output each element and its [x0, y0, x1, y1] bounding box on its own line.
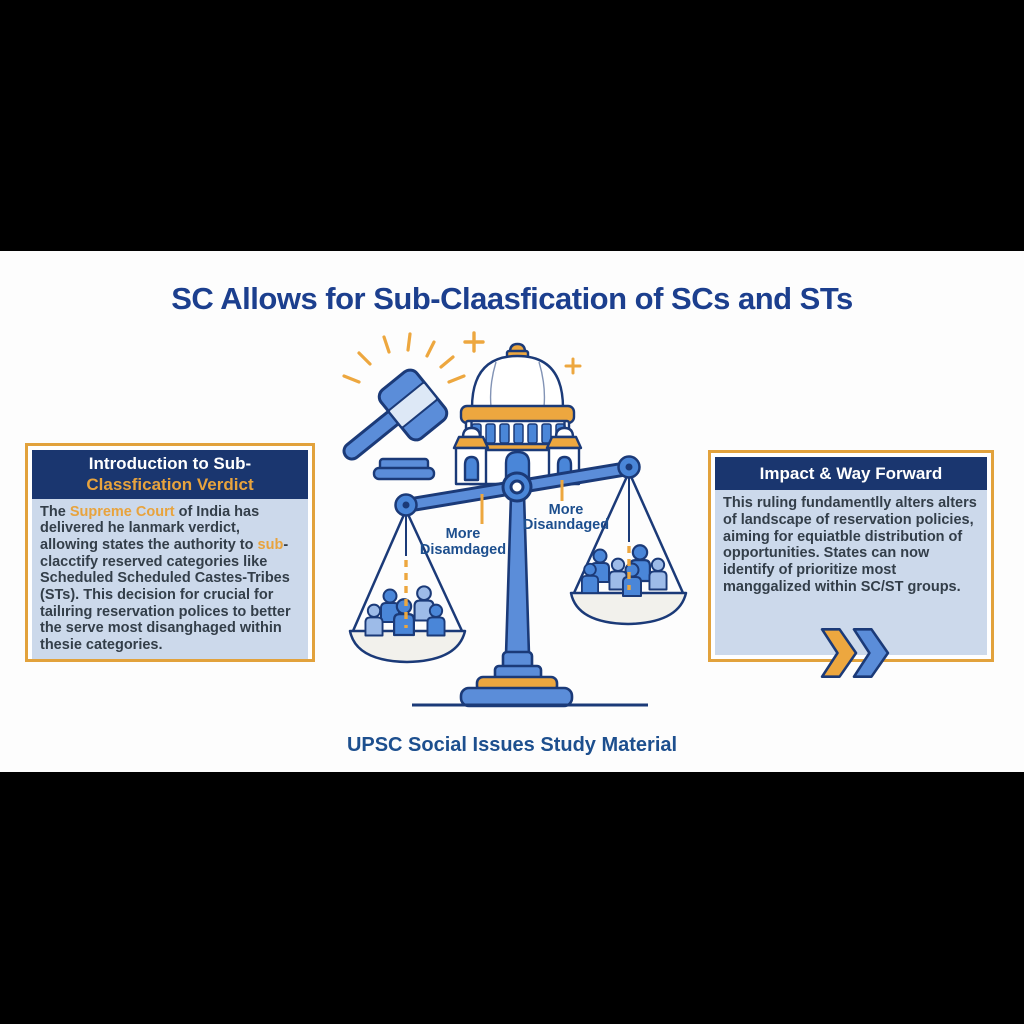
double-chevron-forward-icon	[820, 627, 890, 679]
chevron-orange	[822, 629, 856, 676]
right-pan-label-line1: More	[548, 502, 584, 518]
gavel-icon	[352, 366, 450, 451]
footer-caption: UPSC Social Issues Study Material	[346, 734, 678, 756]
infographic-canvas	[0, 251, 1024, 772]
intro-panel-title-line2: Classfication Verdict	[86, 475, 254, 495]
intro-panel-header	[32, 450, 308, 499]
chevron-blue	[854, 629, 888, 676]
justice-scale-illustration	[330, 330, 710, 715]
page-title: SC Allows for Sub-Claasfication of SCs and STs	[171, 281, 853, 316]
right-pan-label-line2: Disaındaged	[522, 517, 610, 533]
supreme-court-building-icon	[454, 344, 581, 484]
intro-panel-body: The Supreme Court of India has delivered he lanmark verdict, allowing states the authority to sub-clacctify reserved categories like Scheduled Scheduled Castes-Tribes (STs). This decision for crucial for tailıring reservation polices to better the serve most disanghaged within thesie categories.	[32, 499, 308, 659]
left-pan-label-line2: Disamdaged	[419, 542, 507, 558]
people-group-icon	[365, 586, 444, 635]
balance-scale-icon	[350, 457, 686, 707]
people-group-icon	[582, 545, 667, 596]
intro-panel-title-line1: Introduction to Sub-	[88, 454, 252, 473]
impact-panel-title: Impact & Way Forward	[715, 457, 987, 490]
right-pan	[571, 472, 686, 624]
center-pivot	[503, 473, 531, 501]
left-pan-label-line1: More	[445, 526, 481, 542]
sound-block-icon	[374, 459, 434, 479]
intro-panel	[25, 443, 315, 662]
plus-icon	[566, 359, 580, 373]
impact-panel-body: This ruling fundamentlly alters alters of landscape of reservation policies, aiming for equiatble distribution of opportunities. States can now identify of prioritize most manggalized within SC/ST groups.	[715, 490, 987, 655]
plus-icon	[465, 333, 483, 351]
